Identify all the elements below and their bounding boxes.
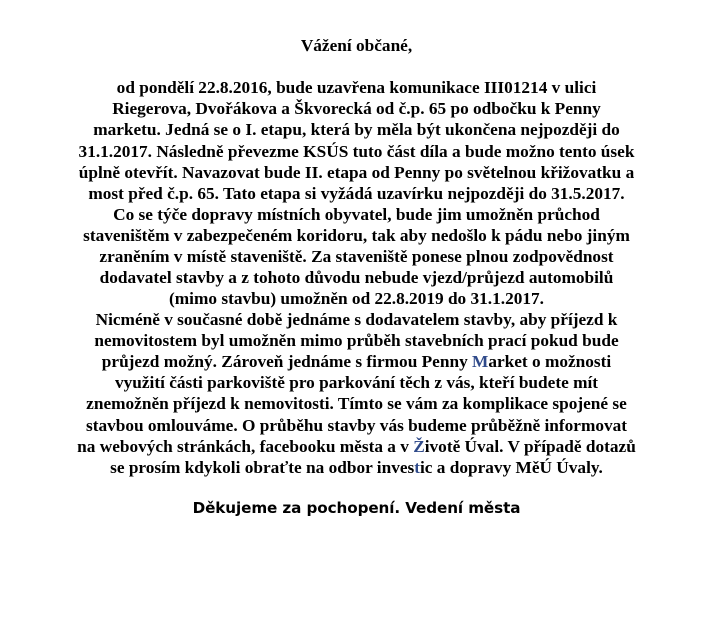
body-line: 31.1.2017. Následně převezme KSÚS tuto část díla a bude možno tento úsek [78, 142, 635, 161]
body-line: nemovitostem byl umožněn mimo průběh stavebních prací pokud bude [94, 331, 619, 350]
body-line: zraněním v místě staveniště. Za staveniště ponese plnou zodpovědnost [99, 247, 614, 266]
body-line: dodavatel stavby a z tohoto důvodu nebude vjezd/průjezd automobilů [99, 268, 614, 287]
body-line: znemožněn příjezd k nemovitosti. Tímto se vám za komplikace spojené se [86, 394, 627, 413]
highlighted-letter: t [414, 458, 420, 477]
body-line: využití části parkoviště pro parkování těch z vás, kteří budete mít [114, 373, 599, 392]
text-segment: na webových stránkách, facebooku města a v [77, 437, 414, 456]
body-line [0, 436, 713, 457]
text-segment: průjezd možný. Zároveň jednáme s firmou Penny [101, 352, 473, 371]
body-line: (mimo stavbu) umožněn od 22.8.2019 do 31.1.2017. [169, 289, 544, 308]
text-segment: ivotě Úval. V případě dotazů [424, 437, 636, 456]
body-line: Co se týče dopravy místních obyvatel, bude jim umožněn průchod [113, 205, 600, 224]
body-line: Riegerova, Dvořákova a Škvorecká od č.p. 65 po odbočku k Penny [112, 99, 601, 118]
greeting: Vážení občané, [300, 36, 413, 55]
body-line: staveništěm v zabezpečeném koridoru, tak aby nedošlo k pádu nebo jiným [83, 226, 630, 245]
body-line: Nicméně v současné době jednáme s dodavatelem stavby, aby příjezd k [95, 310, 618, 329]
closing-signature: Děkujeme za pochopení. Vedení města [192, 499, 521, 517]
text-segment: se prosím kdykoli obraťte na odbor inves [110, 458, 415, 477]
highlighted-letter: M [472, 352, 489, 371]
body-line [0, 351, 713, 372]
highlighted-letter: Ž [413, 437, 425, 456]
body-line: od pondělí 22.8.2016, bude uzavřena komunikace III01214 v ulici [116, 78, 597, 97]
body-line: marketu. Jedná se o I. etapu, která by měla být ukončena nejpozději do [93, 120, 620, 139]
body-line: most před č.p. 65. Tato etapa si vyžádá uzavírku nejpozději do 31.5.2017. [88, 184, 625, 203]
body-line: úplně otevřít. Navazovat bude II. etapa od Penny po světelnou křižovatku a [78, 163, 635, 182]
text-segment: ic a dopravy MěÚ Úvaly. [420, 458, 603, 477]
text-segment: arket o možnosti [488, 352, 612, 371]
body-line: stavbou omlouváme. O průběhu stavby vás budeme průběžně informovat [85, 416, 628, 435]
body-line [0, 457, 713, 478]
